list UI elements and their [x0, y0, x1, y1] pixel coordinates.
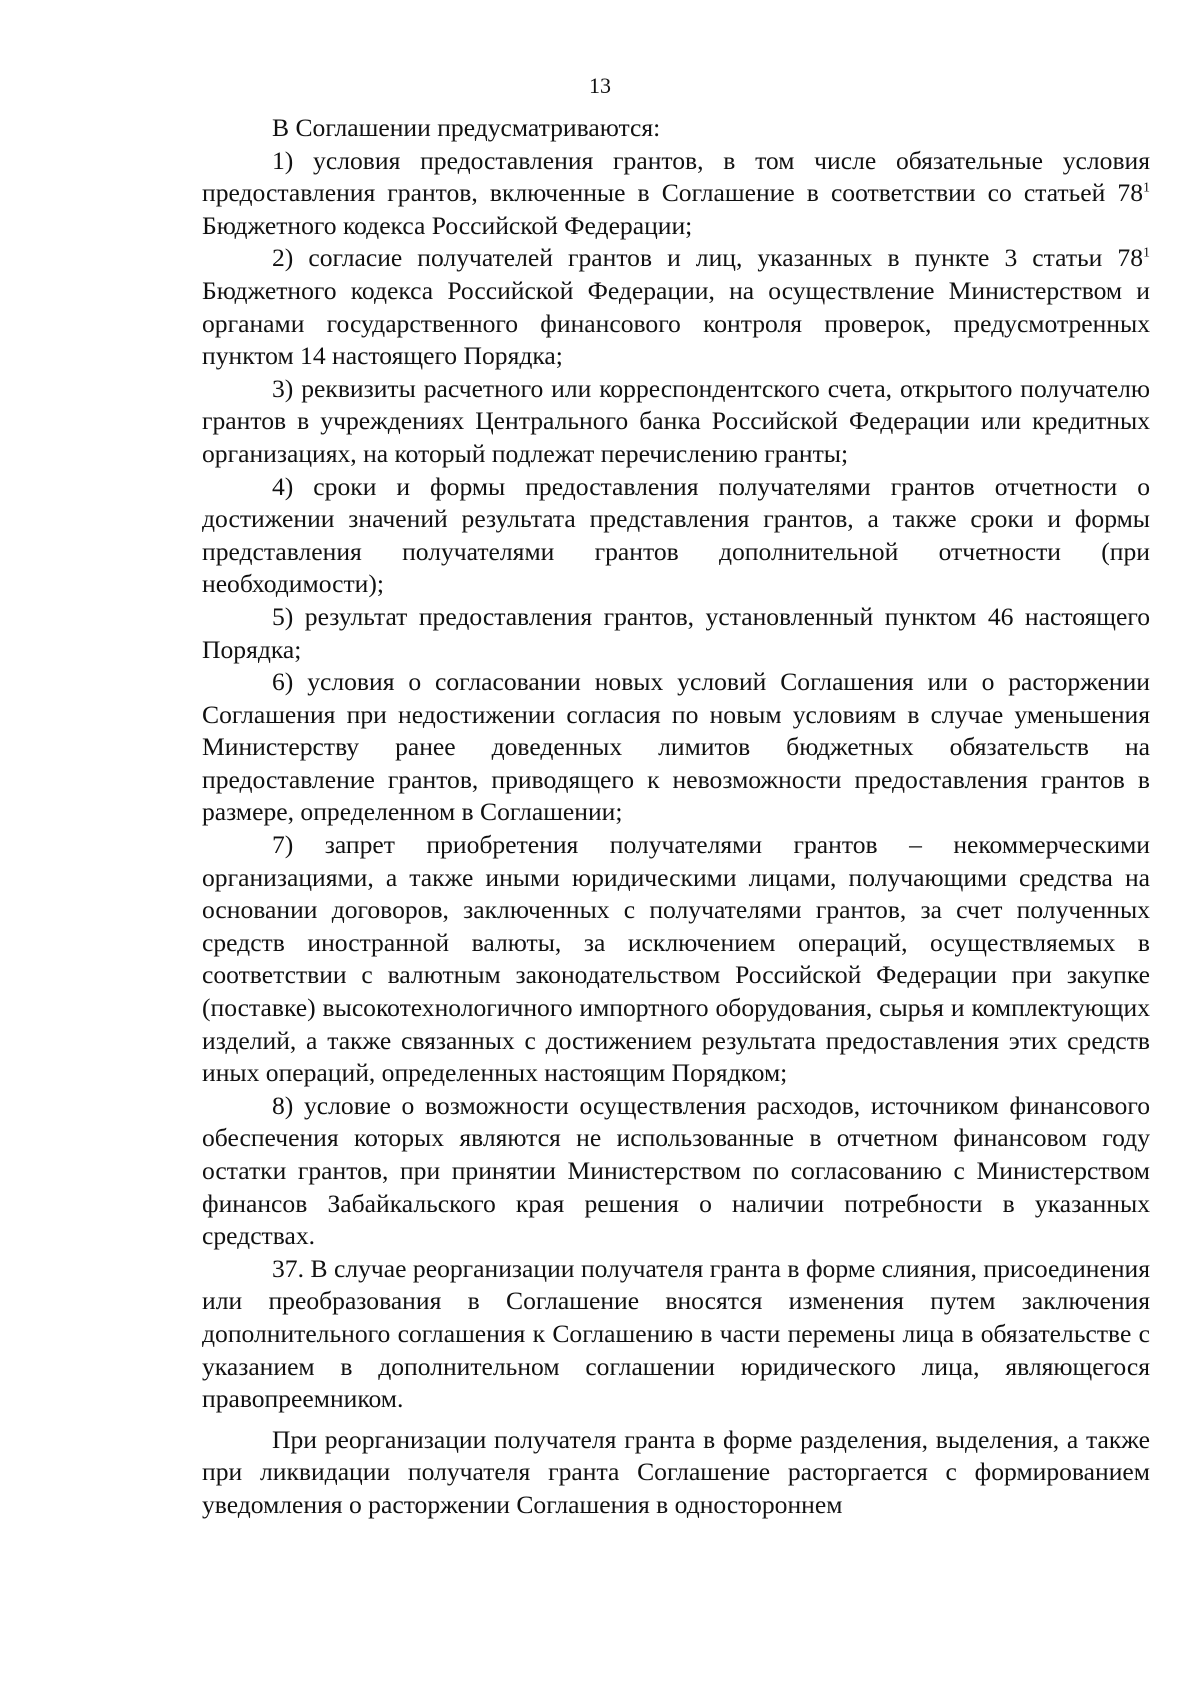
paragraph-reorganization: При реорганизации получателя гранта в форме разделения, выделения, а также при ликвидации получателя гранта Соглашение расторгается с формированием уведомления о расторжении Соглашения в одностороннем	[202, 1424, 1150, 1519]
superscript: 1	[1143, 180, 1150, 196]
paragraph-item-5: 5) результат предоставления грантов, установленный пунктом 46 настоящего Порядка;	[202, 601, 1150, 664]
paragraph-item-2	[202, 242, 1150, 372]
paragraph-item-1-text-end: Бюджетного кодекса Российской Федерации;	[202, 210, 693, 240]
page-number: 13	[589, 73, 611, 98]
paragraph-item-6: 6) условия о согласовании новых условий Соглашения или о расторжении Соглашения при недостижении согласия по новым условиям в случае уменьшения Министерству ранее доведенных лимитов бюджетных обязательств на предоставление грантов, приводящего к невозможности предоставления грантов в размере, определенном в Соглашении;	[202, 667, 1150, 827]
paragraph-item-1	[202, 145, 1150, 243]
paragraph-clause-37: 37. В случае реорганизации получателя гранта в форме слияния, присоединения или преобразования в Соглашение вносятся изменения путем заключения дополнительного соглашения к Соглашению в части перемены лица в обязательстве с указанием в дополнительном соглашении юридического лица, являющегося правопреемником.	[202, 1253, 1150, 1414]
paragraph-item-7: 7) запрет приобретения получателями грантов – некоммерческими организациями, а также иными юридическими лицами, получающими средства на основании договоров, заключенных с получателями грантов, за счет полученных средств иностранной валюты, за исключением операций, осуществляемых в соответствии с валютным законодательством Российской Федерации при закупке (поставке) высокотехнологичного импортного оборудования, сырья и комплектующих изделий, а также связанных с достижением результата предоставления этих средств иных операций, определенных настоящим Порядком;	[202, 830, 1150, 1088]
paragraph-item-8: 8) условие о возможности осуществления расходов, источником финансового обеспечения которых являются не использованные в отчетном финансовом году остатки грантов, при принятии Министерством по согласованию с Министерством финансов Забайкальского края решения о наличии потребности в указанных средствах.	[202, 1090, 1150, 1251]
document-body	[202, 112, 1150, 1522]
superscript: 1	[1143, 245, 1150, 261]
paragraph-item-1-text: 1) условия предоставления грантов, в том числе обязательные условия предоставления грантов, включенные в Соглашение в соответствии со статьей 78	[202, 145, 1150, 208]
paragraph-intro: В Соглашении предусматриваются:	[272, 113, 661, 142]
paragraph-item-2-text: 2) согласие получателей грантов и лиц, указанных в пункте 3 статьи 78	[272, 243, 1143, 273]
paragraph-item-2-text-end: Бюджетного кодекса Российской Федерации, на осуществление Министерством и органами государственного финансового контроля проверок, предусмотренных пунктом 14 настоящего Порядка;	[202, 275, 1150, 371]
paragraph-item-3: 3) реквизиты расчетного или корреспондентского счета, открытого получателю грантов в учреждениях Центрального банка Российской Федерации или кредитных организациях, на который подлежат перечислению гранты;	[202, 373, 1150, 468]
paragraph-item-4: 4) сроки и формы предоставления получателями грантов отчетности о достижении значений результата представления грантов, а также сроки и формы представления получателями грантов дополнительной отчетности (при необходимости);	[202, 471, 1150, 599]
